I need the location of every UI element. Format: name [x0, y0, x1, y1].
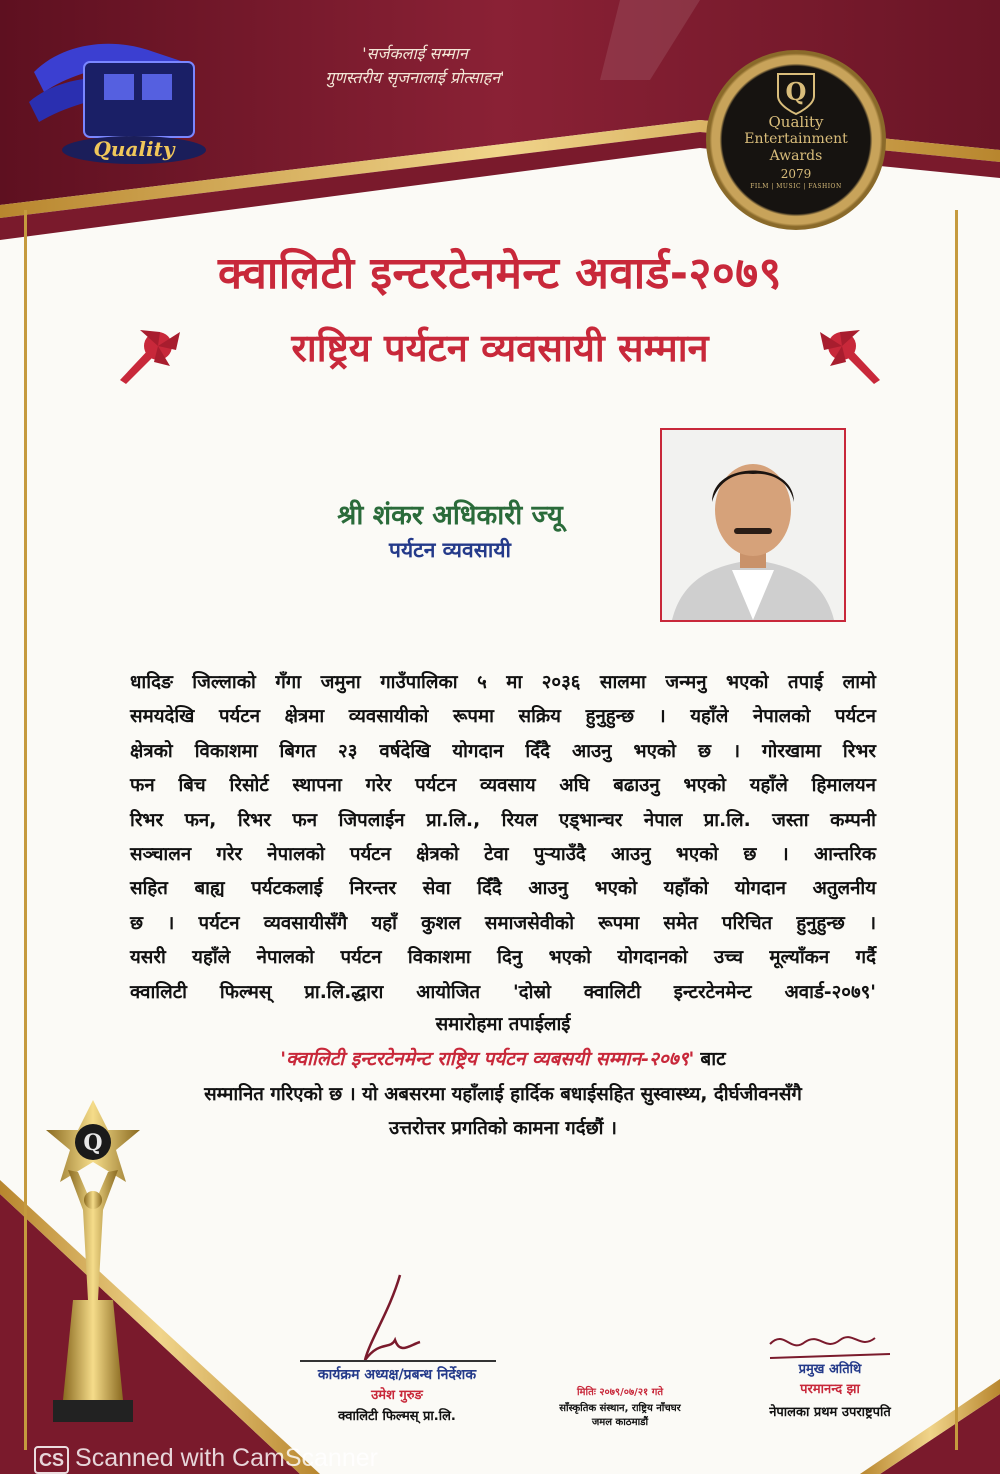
awardee-name: श्री शंकर अधिकारी ज्यू — [337, 500, 563, 531]
motto — [290, 42, 540, 90]
motto-line-1: 'सर्जकलाई सम्मान — [362, 44, 468, 63]
scanner-watermark — [34, 1442, 554, 1474]
signature-line-left — [300, 1360, 496, 1362]
citation-line: रिभर फन, रिभर फन जिपलाईन प्रा.लि., रियल एड्भान्चर नेपाल प्रा.लि. जस्ता कम्पनी — [130, 809, 876, 831]
seal-line-1: Quality — [768, 113, 824, 131]
award-seal — [706, 50, 886, 230]
event-date: मितिः २०७९/०७/२१ गते — [576, 1387, 664, 1398]
certificate-title: क्वालिटी इन्टरटेनमेन्ट अवार्ड-२०७९ — [217, 248, 783, 299]
signatory-left-name: उमेश गुरुङ — [371, 1388, 423, 1403]
seal-line-2: Entertainment — [744, 131, 848, 147]
citation-line: समयदेखि पर्यटन क्षेत्रमा व्यवसायीको रूपमा सक्रिय हुनुहुन्छ । यहाँले नेपालको पर्यटन — [130, 706, 876, 728]
awardee-photo — [660, 428, 846, 622]
citation-line: सञ्चालन गरेर नेपालको पर्यटन क्षेत्रको टेवा पुर्‍याउँदै आउनु भएको छ । आन्तरिक — [130, 844, 876, 866]
certificate-subtitle: राष्ट्रिय पर्यटन व्यवसायी सम्मान — [291, 326, 709, 370]
citation-text — [130, 666, 876, 1010]
citation-line: यसरी यहाँले नेपालको पर्यटन विकाशमा दिनु भएको योगदानको उच्च मूल्याँकन गर्दै — [130, 947, 876, 969]
seal-tagline: FILM | MUSIC | FASHION — [750, 183, 842, 190]
portrait-image — [662, 430, 844, 620]
seal-line-3: Awards — [769, 148, 823, 164]
trophy-icon — [28, 1100, 158, 1430]
motto-line-2: गुणस्तरीय सृजनालाई प्रोत्साहन' — [325, 68, 505, 87]
citation-center-line: समारोहमा तपाईलाई — [435, 1014, 571, 1035]
watermark-text: Scanned with CamScanner — [75, 1444, 378, 1472]
ribbon-bow-right-icon — [810, 318, 890, 388]
trophy-letter: Q — [83, 1130, 103, 1156]
seal-year: 2079 — [780, 167, 812, 181]
citation-line: फन बिच रिसोर्ट स्थापना गरेर पर्यटन व्यवसाय अघि बढाउनु भएको यहाँले हिमालयन — [130, 775, 876, 797]
signatory-right-title: नेपालका प्रथम उपराष्ट्रपति — [769, 1405, 891, 1420]
ribbon-bow-left-icon — [110, 318, 190, 388]
citation-line: सहित बाह्य पर्यटकलाई निरन्तर सेवा दिँदै आउनु भएको यहाँको योगदान अतुलनीय — [130, 878, 876, 900]
logo-text: Quality — [93, 137, 175, 161]
closing-line-1: सम्मानित गरिएको छ । यो अबसरमा यहाँलाई हार्दिक बधाईसहित सुस्वास्थ्य, दीर्घजीवनसँगै — [204, 1084, 802, 1105]
awardee-role: पर्यटन व्यवसायी — [389, 538, 511, 562]
camscanner-badge: CS — [34, 1446, 69, 1474]
signatory-right-name: परमानन्द झा — [800, 1382, 860, 1397]
signatory-right-role: प्रमुख अतिथि — [798, 1362, 862, 1377]
citation-line: क्वालिटी फिल्मस् प्रा.लि.द्धारा आयोजित 'दोस्रो क्वालिटी इन्टरटेनमेन्ट अवार्ड-२०७९' — [130, 981, 876, 1003]
citation-line: क्षेत्रको विकाशमा बिगत २३ वर्षदेखि योगदान दिँदै आउनु भएको छ । गोरखामा रिभर — [130, 740, 876, 762]
award-name-line — [130, 1042, 876, 1076]
signatory-left-org: क्वालिटी फिल्मस् प्रा.लि. — [338, 1409, 456, 1424]
award-suffix: बाट — [700, 1048, 726, 1070]
closing-line-2: उत्तरोत्तर प्रगतिको कामना गर्दछौं । — [389, 1118, 617, 1139]
signature-right — [765, 1324, 895, 1364]
event-venue-2: जमल काठमाडौं — [591, 1417, 649, 1428]
quality-film-logo — [24, 32, 224, 172]
signatory-left-role: कार्यक्रम अध्यक्ष/प्रबन्ध निर्देशक — [317, 1367, 477, 1383]
signature-left — [350, 1270, 440, 1370]
citation-line: छ । पर्यटन व्यवसायीसँगै यहाँ कुशल समाजसेवीको रूपमा समेत परिचित हुनुहुन्छ । — [130, 912, 876, 934]
award-name: 'क्वालिटी इन्टरटेनमेन्ट राष्ट्रिय पर्यटन व्यबसयी सम्मान-२०७९' — [280, 1048, 695, 1070]
seal-letter: Q — [785, 77, 807, 106]
citation-line: धादिङ जिल्लाको गँगा जमुना गाउँपालिका ५ मा २०३६ सालमा जन्मनु भएको तपाई लामो — [130, 672, 876, 693]
q-shield-icon — [772, 68, 820, 116]
certificate-subtitle-row — [110, 318, 900, 388]
event-venue-1: साँस्कृतिक संस्थान, राष्ट्रिय नाँचघर — [559, 1403, 681, 1414]
